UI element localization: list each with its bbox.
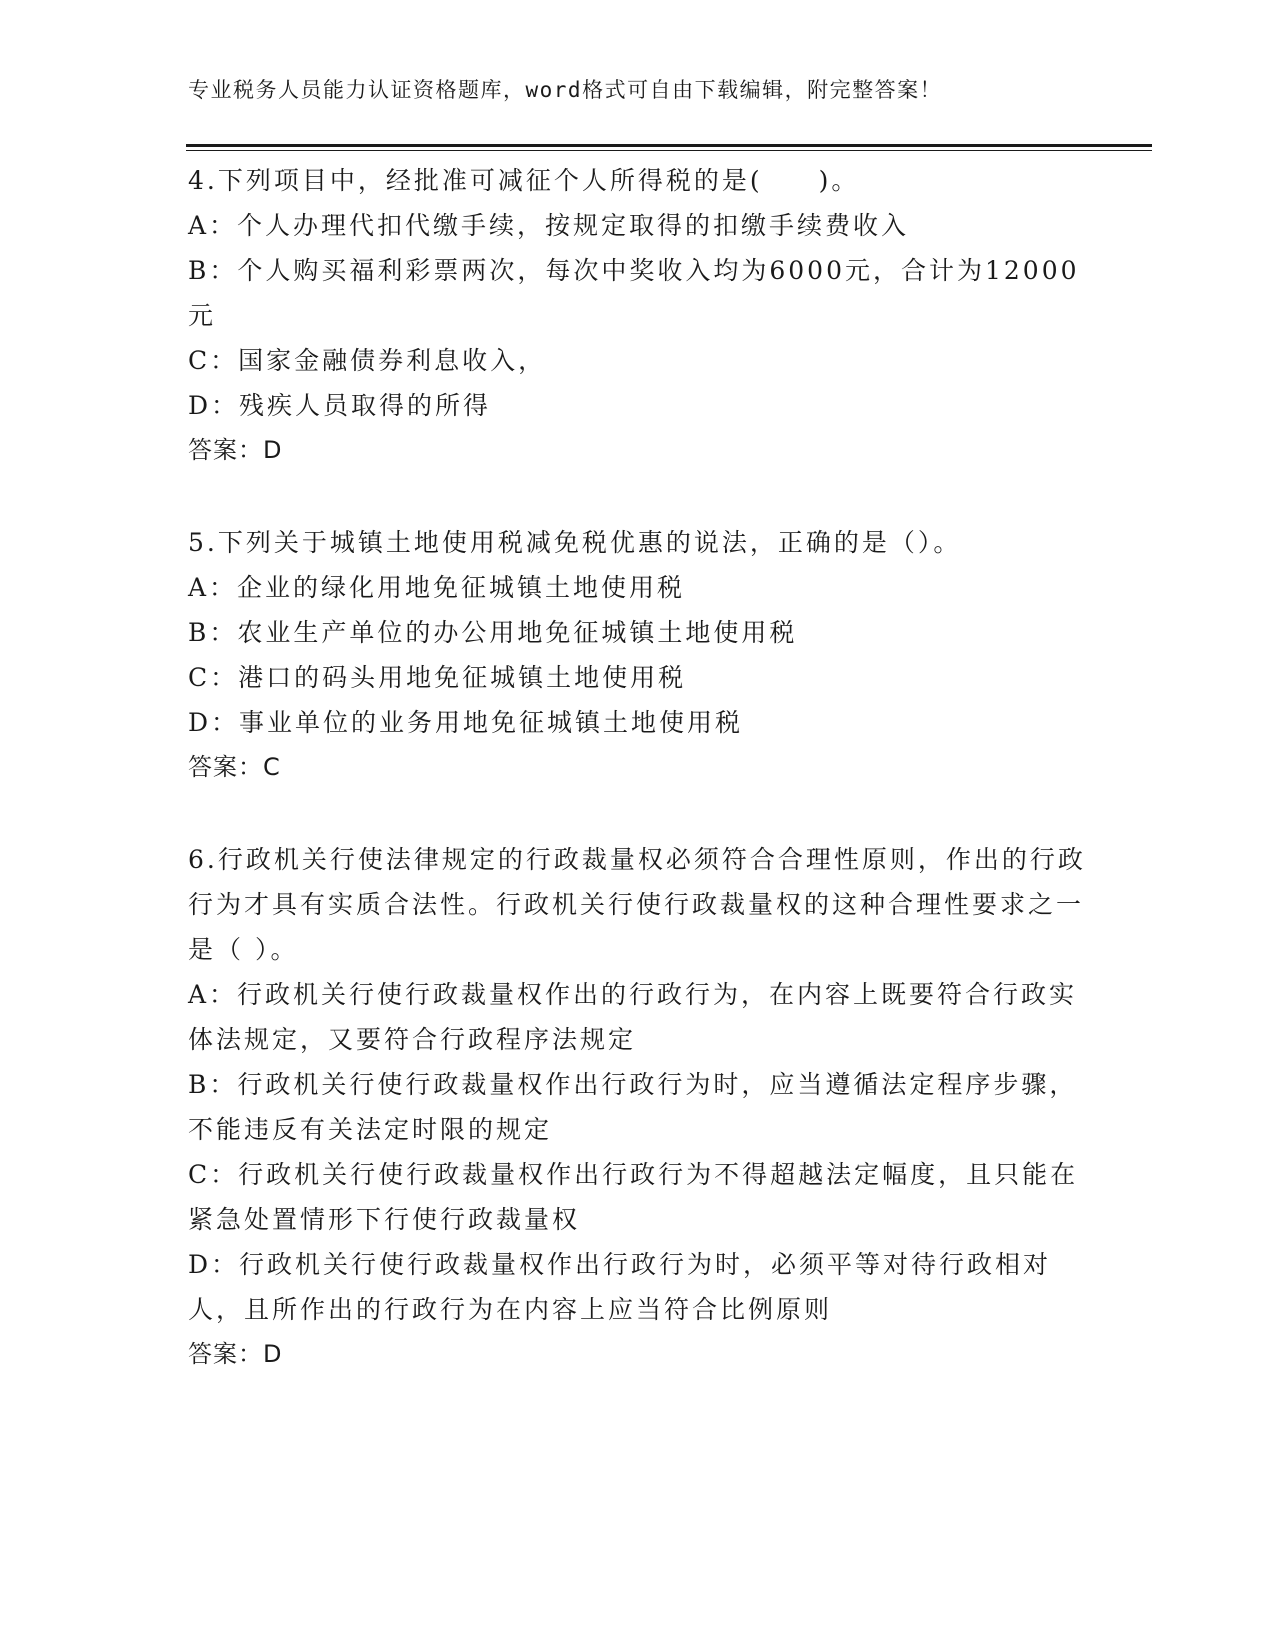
option-b: B：个人购买福利彩票两次，每次中奖收入均为6000元，合计为12000元 — [188, 256, 1080, 330]
page-header: 专业税务人员能力认证资格题库，word格式可自由下载编辑，附完整答案！ — [188, 78, 943, 102]
option-d: D：事业单位的业务用地免征城镇土地使用税 — [188, 708, 744, 737]
spacer — [188, 790, 1088, 837]
option-d: D：行政机关行使行政裁量权作出行政行为时，必须平等对待行政相对人，且所作出的行政行为在内容上应当符合比例原则 — [188, 1250, 1052, 1324]
option-c: C：港口的码头用地免征城镇土地使用税 — [188, 663, 687, 692]
answer: 答案：C — [188, 753, 281, 781]
option-d: D：残疾人员取得的所得 — [188, 391, 492, 420]
option-c: C：行政机关行使行政裁量权作出行政行为不得超越法定幅度，且只能在紧急处置情形下行使行政裁量权 — [188, 1160, 1079, 1234]
question-5 — [188, 520, 1088, 790]
question-6 — [188, 837, 1088, 1377]
option-a: A：行政机关行使行政裁量权作出的行政行为，在内容上既要符合行政实体法规定，又要符合行政程序法规定 — [188, 980, 1078, 1054]
option-a: A：个人办理代扣代缴手续，按规定取得的扣缴手续费收入 — [188, 211, 910, 240]
question-stem: 5.下列关于城镇土地使用税减免税优惠的说法，正确的是（）。 — [188, 528, 962, 557]
answer: 答案：D — [188, 436, 283, 464]
option-b: B：行政机关行使行政裁量权作出行政行为时，应当遵循法定程序步骤，不能违反有关法定时限的规定 — [188, 1070, 1078, 1144]
option-a: A：企业的绿化用地免征城镇土地使用税 — [188, 573, 686, 602]
question-stem: 6.行政机关行使法律规定的行政裁量权必须符合合理性原则，作出的行政行为才具有实质合法性。行政机关行使行政裁量权的这种合理性要求之一是（ ）。 — [188, 845, 1086, 964]
question-4 — [188, 158, 1088, 473]
question-stem: 4.下列项目中，经批准可减征个人所得税的是( )。 — [188, 166, 860, 195]
spacer — [188, 473, 1088, 520]
question-list — [188, 158, 1088, 1377]
option-c: C：国家金融债券利息收入， — [188, 346, 547, 375]
header-rule-thin — [186, 150, 1152, 151]
option-b: B：农业生产单位的办公用地免征城镇土地使用税 — [188, 618, 798, 647]
header-rule-thick — [186, 144, 1152, 147]
answer: 答案：D — [188, 1340, 283, 1368]
